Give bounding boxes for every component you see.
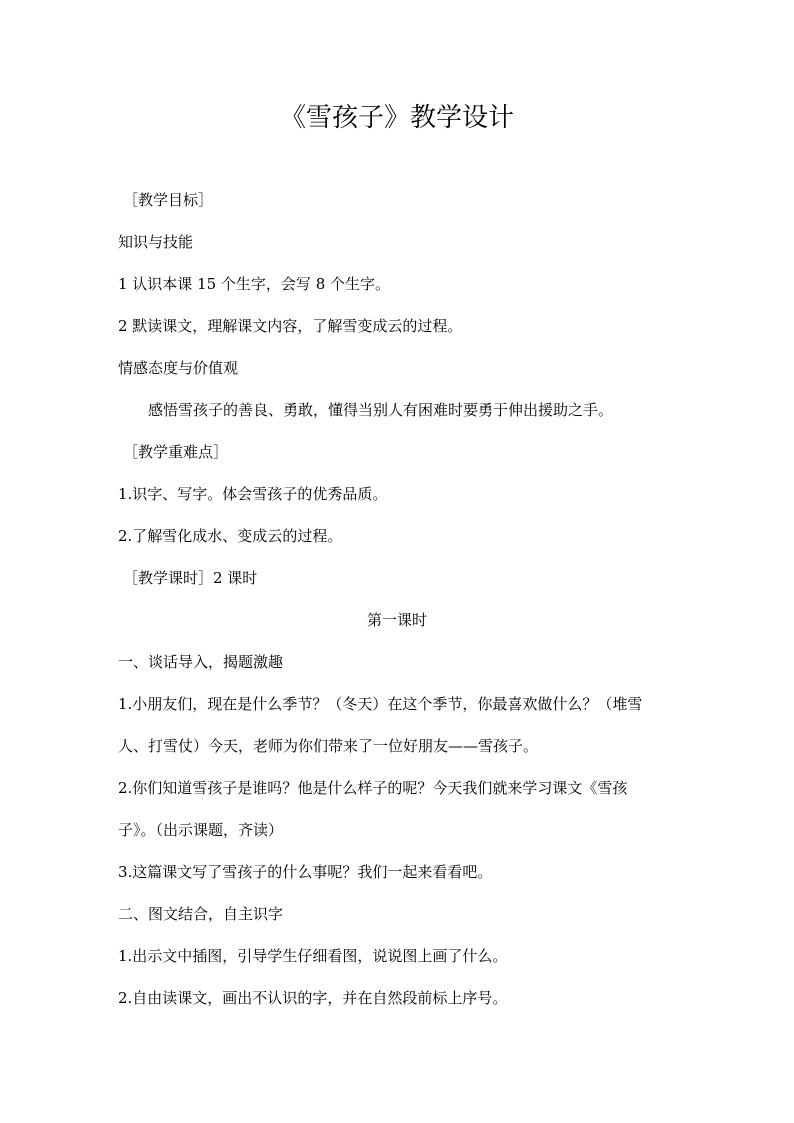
paragraph-step-1-3: 3.这篇课文写了雪孩子的什么事呢？我们一起来看看吧。 [118, 863, 493, 881]
paragraph-step-1-1a: 1.小朋友们，现在是什么季节？（冬天）在这个季节，你最喜欢做什么？（堆雪 [118, 695, 643, 713]
step-heading-1: 一、谈话导入，揭题激趣 [118, 653, 284, 671]
paragraph-step-1-1b: 人、打雪仗）今天，老师为你们带来了一位好朋友——雪孩子。 [118, 737, 539, 755]
paragraph-step-2-2: 2.自由读课文，画出不认识的字，并在自然段前标上序号。 [118, 989, 508, 1007]
paragraph-emotion: 感悟雪孩子的善良、勇敢，懂得当别人有困难时要勇于伸出援助之手。 [148, 401, 614, 419]
subheading-knowledge-skills: 知识与技能 [118, 233, 194, 251]
paragraph-step-2-1: 1.出示文中插图，引导学生仔细看图，说说图上画了什么。 [118, 947, 508, 965]
paragraph-step-1-2a: 2.你们知道雪孩子是谁吗？他是什么样子的呢？今天我们就来学习课文《雪孩 [118, 779, 628, 797]
section-heading-teaching-goals: ［教学目标］ [123, 191, 214, 209]
section-heading-class-hours: ［教学课时］2 课时 [123, 569, 258, 587]
subheading-emotion-values: 情感态度与价值观 [118, 359, 239, 377]
section-heading-key-points: ［教学重难点］ [123, 443, 229, 461]
lesson-heading: 第一课时 [366, 611, 427, 629]
paragraph-key-point-1: 1.识字、写字。体会雪孩子的优秀品质。 [118, 485, 388, 503]
paragraph-goal-1: 1 认识本课 15 个生字，会写 8 个生字。 [118, 275, 391, 293]
paragraph-step-1-2b: 子》。（出示课题，齐读） [118, 821, 284, 839]
document-title: 《雪孩子》教学设计 [279, 103, 514, 133]
paragraph-key-point-2: 2.了解雪化成水、变成云的过程。 [118, 527, 343, 545]
step-heading-2: 二、图文结合，自主识字 [118, 905, 284, 923]
paragraph-goal-2: 2 默读课文，理解课文内容，了解雪变成云的过程。 [118, 317, 463, 335]
